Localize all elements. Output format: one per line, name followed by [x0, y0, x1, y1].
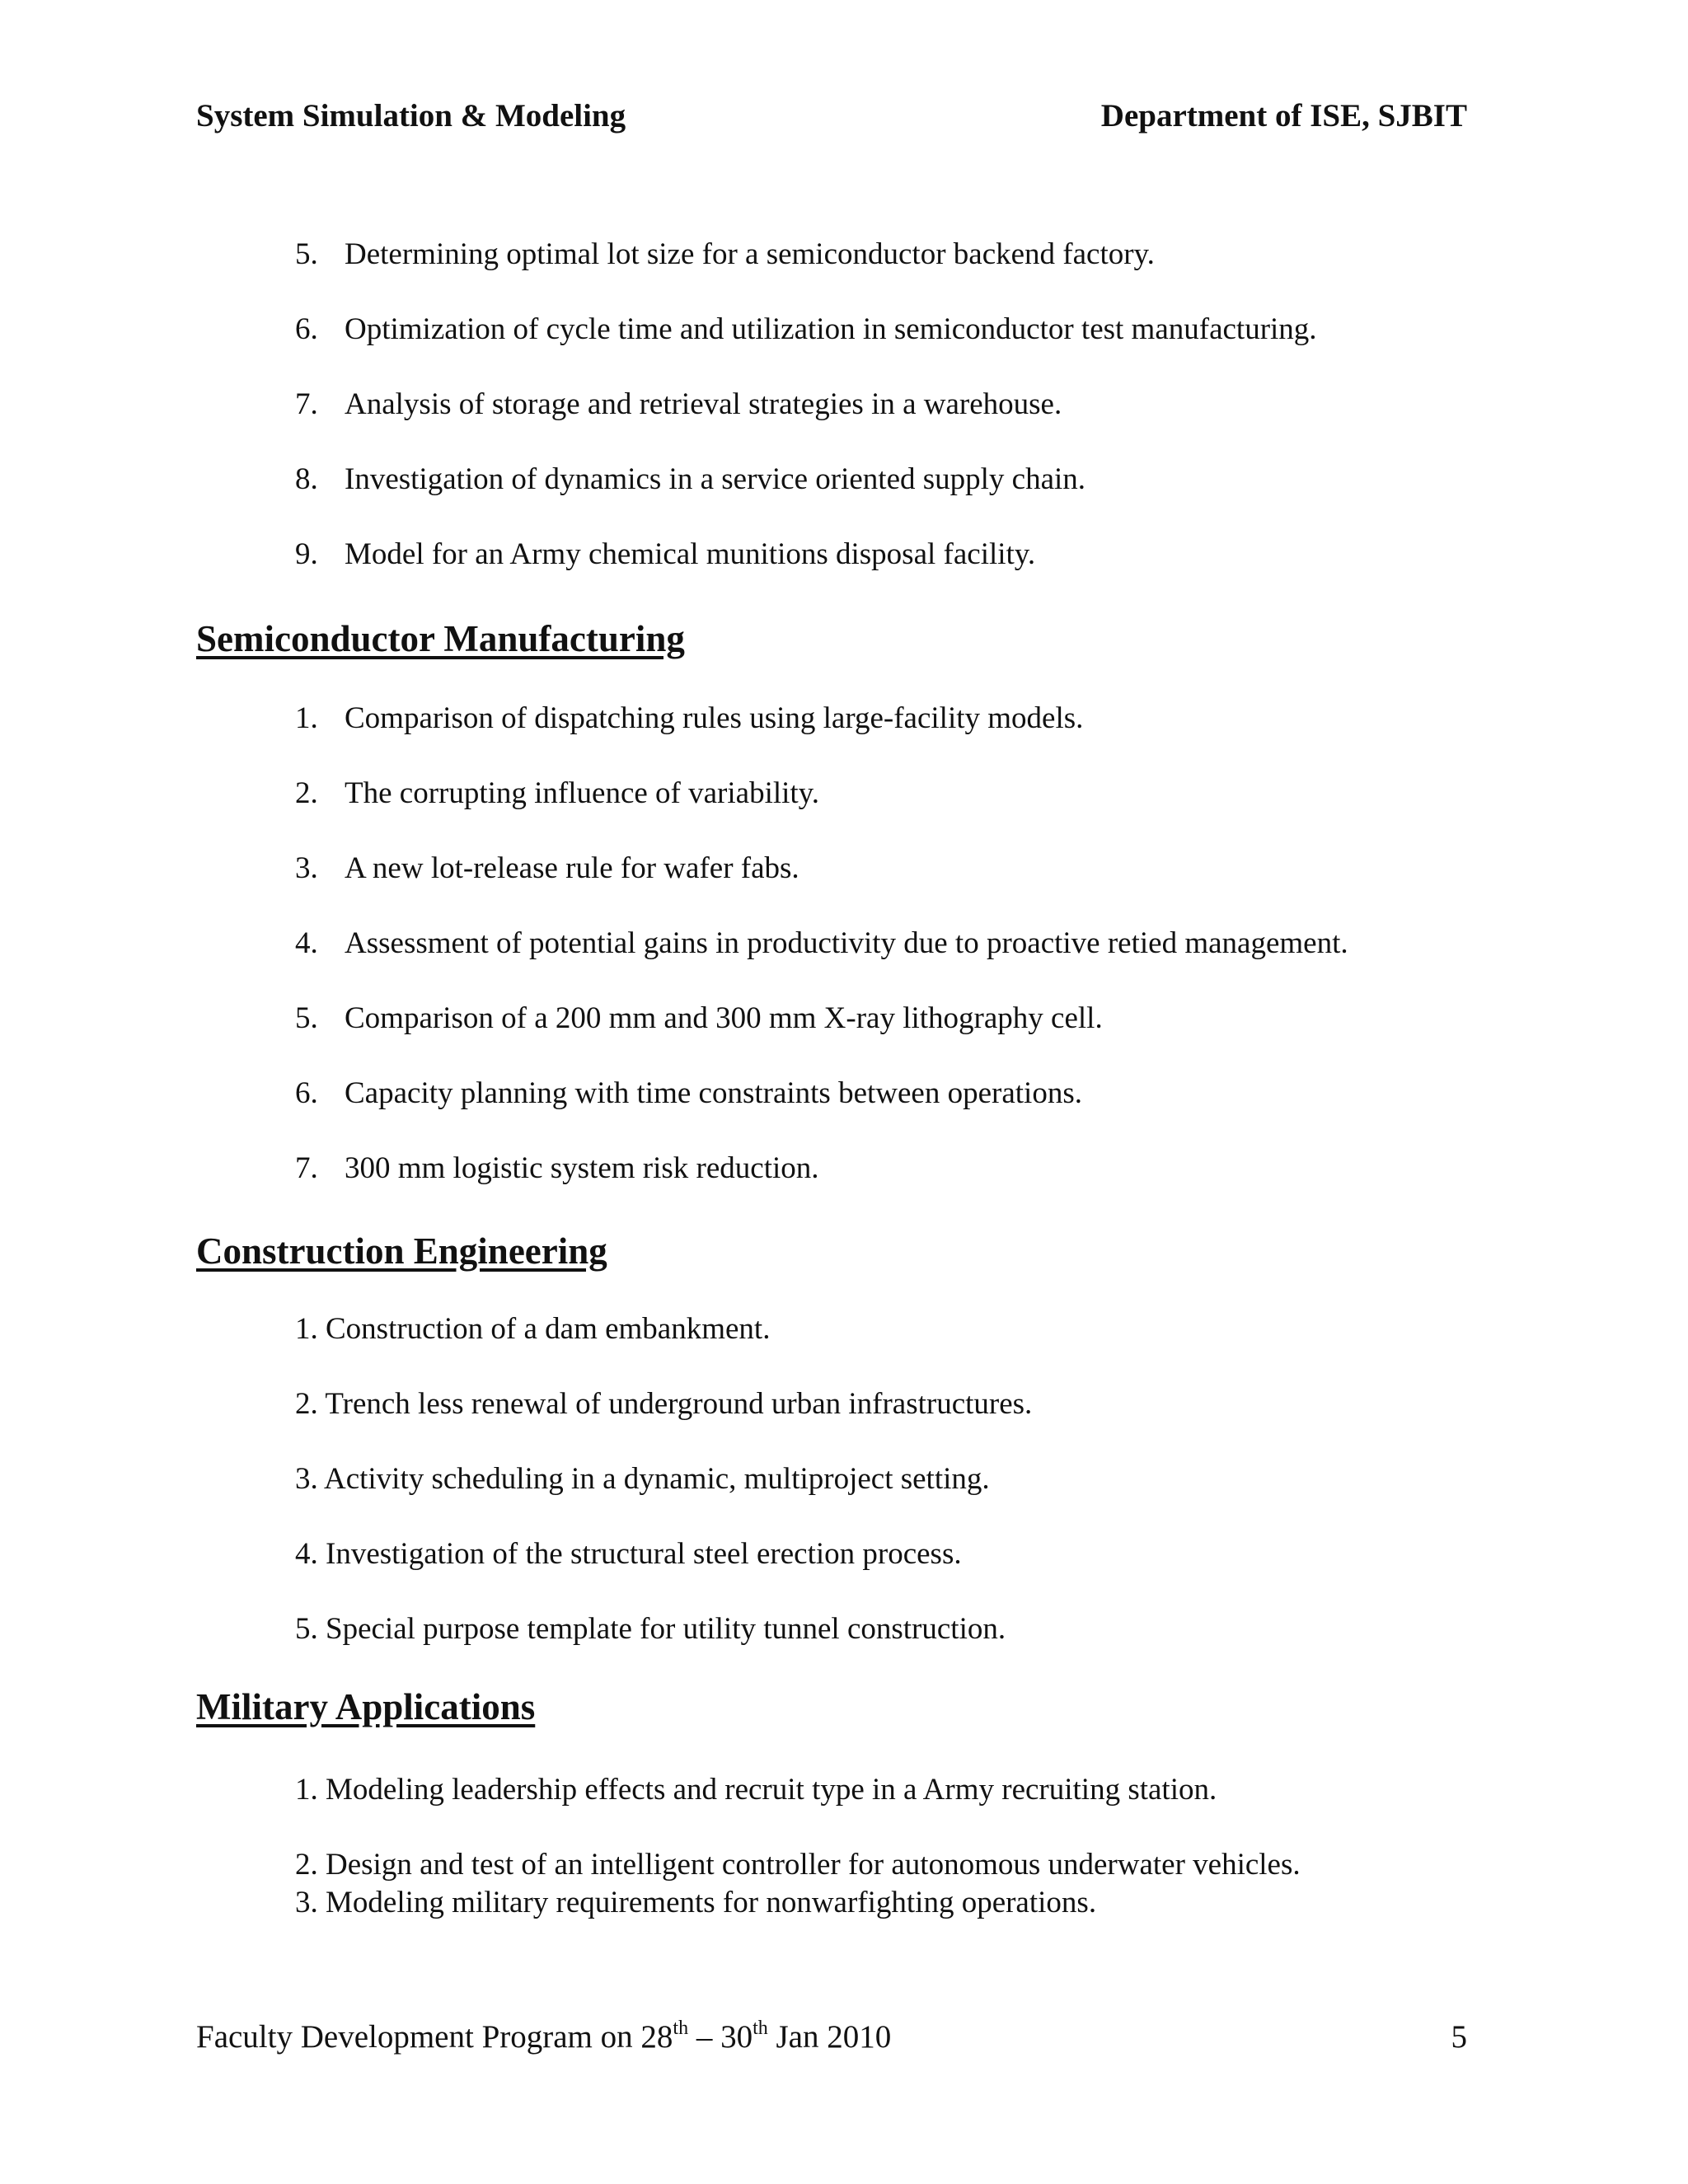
footer-text-prefix: Faculty Development Program on 28	[196, 2019, 673, 2055]
list-item-number: 3.	[295, 1886, 326, 1919]
list-item-text: Special purpose template for utility tunnel construction.	[326, 1612, 1006, 1646]
list-item-number: 2.	[295, 776, 318, 810]
header-course-title: System Simulation & Modeling	[196, 98, 626, 134]
section-heading-semiconductor: Semiconductor Manufacturing	[196, 618, 685, 659]
list-item-text: Activity scheduling in a dynamic, multiproject setting.	[323, 1462, 990, 1496]
list-item-text: Assessment of potential gains in productivity due to proactive retied management.	[345, 926, 1348, 960]
footer-program-text	[196, 2018, 891, 2055]
footer-text-mid: – 30	[688, 2019, 753, 2055]
list-item-text: Investigation of dynamics in a service oriented supply chain.	[345, 462, 1086, 496]
list-item-number: 5.	[295, 1001, 318, 1035]
list-item-text: Construction of a dam embankment.	[326, 1312, 771, 1346]
list-item-text: Comparison of dispatching rules using large-facility models.	[345, 701, 1084, 735]
list-item-text: Comparison of a 200 mm and 300 mm X-ray lithography cell.	[345, 1001, 1103, 1035]
list-item	[295, 1849, 1301, 1880]
list-item-number: 7.	[295, 387, 318, 421]
footer-text-suffix: Jan 2010	[767, 2019, 892, 2055]
list-item-text: Analysis of storage and retrieval strategies in a warehouse.	[345, 387, 1062, 421]
list-item-text: Determining optimal lot size for a semiconductor backend factory.	[345, 237, 1155, 271]
header-department: Department of ISE, SJBIT	[1100, 98, 1467, 134]
list-item-text: Modeling leadership effects and recruit type in a Army recruiting station.	[326, 1773, 1217, 1807]
page-header	[196, 97, 1467, 138]
list-item-number: 7.	[295, 1151, 318, 1185]
list-item-number: 4.	[295, 926, 318, 960]
list-item-number: 1.	[295, 1773, 326, 1807]
list-item-text: 300 mm logistic system risk reduction.	[345, 1151, 819, 1185]
list-item-number: 9.	[295, 537, 318, 571]
list-item-number: 3.	[295, 1462, 324, 1496]
list-item-text: The corrupting influence of variability.	[345, 776, 820, 810]
footer-superscript-1: th	[673, 2018, 689, 2039]
list-item-text: Modeling military requirements for nonwarfighting operations.	[326, 1886, 1097, 1919]
list-item-number: 1.	[295, 1312, 326, 1346]
list-item-number: 3.	[295, 851, 318, 885]
list-item-number: 2.	[295, 1387, 326, 1421]
list-item	[295, 1314, 770, 1344]
list-item-number: 6.	[295, 1076, 318, 1110]
list-item-number: 4.	[295, 1537, 326, 1571]
list-item-number: 2.	[295, 1848, 326, 1882]
list-item	[295, 1887, 1096, 1918]
list-item	[295, 1774, 1217, 1805]
list-item-text: Design and test of an intelligent controller for autonomous underwater vehicles.	[326, 1848, 1301, 1882]
list-item-number: 1.	[295, 701, 318, 735]
list-item	[295, 1614, 1006, 1644]
list-item-text: A new lot-release rule for wafer fabs.	[345, 851, 799, 885]
list-item-text: Model for an Army chemical munitions disposal facility.	[345, 537, 1036, 571]
list-item-text: Investigation of the structural steel erection process.	[326, 1537, 962, 1571]
list-item-text: Optimization of cycle time and utilization in semiconductor test manufacturing.	[345, 312, 1317, 346]
page-footer	[196, 2018, 1467, 2060]
list-item	[295, 1464, 990, 1494]
section-heading-military: Military Applications	[196, 1686, 536, 1727]
list-item-text: Trench less renewal of underground urban infrastructures.	[325, 1387, 1033, 1421]
footer-superscript-2: th	[753, 2018, 768, 2039]
list-item	[295, 1539, 962, 1569]
page-number: 5	[1451, 2019, 1467, 2055]
section-heading-construction: Construction Engineering	[196, 1230, 607, 1272]
list-item-text: Capacity planning with time constraints between operations.	[345, 1076, 1082, 1110]
list-item-number: 6.	[295, 312, 318, 346]
list-item-number: 8.	[295, 462, 318, 496]
list-item	[295, 1389, 1032, 1419]
list-item-number: 5.	[295, 237, 318, 271]
list-item-number: 5.	[295, 1612, 326, 1646]
